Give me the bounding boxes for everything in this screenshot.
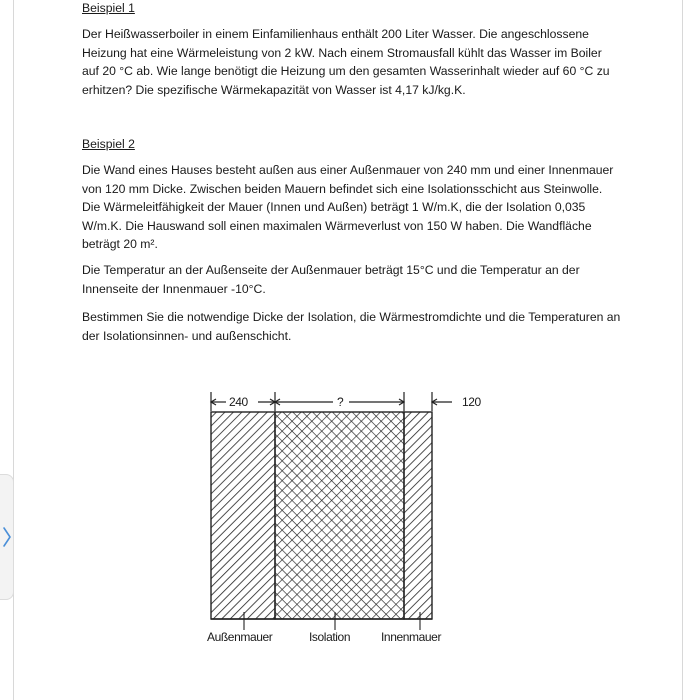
label-inner-wall: Innenmauer bbox=[381, 630, 442, 644]
dimension-insulation: ? bbox=[337, 395, 344, 409]
insulation-layer bbox=[275, 412, 404, 619]
beispiel-2-paragraph-2: Die Temperatur an der Außenseite der Außenmauer beträgt 15°C und die Temperatur an der Innenseite der Innenmauer -10°C. bbox=[82, 263, 580, 296]
dimension-inner-wall: 120 bbox=[462, 395, 481, 409]
label-outer-wall: Außenmauer bbox=[207, 630, 273, 644]
beispiel-2-title: Beispiel 2 bbox=[82, 137, 135, 151]
dimension-outer-wall: 240 bbox=[229, 395, 248, 409]
outer-wall-layer bbox=[211, 412, 275, 619]
beispiel-1-title: Beispiel 1 bbox=[82, 1, 135, 15]
beispiel-2-paragraph-3: Bestimmen Sie die notwendige Dicke der Isolation, die Wärmestromdichte und die Temperaturen an der Isolationsinnen- und außenschicht. bbox=[82, 310, 621, 343]
inner-wall-layer bbox=[404, 412, 432, 619]
beispiel-2-paragraph-1: Die Wand eines Hauses besteht außen aus einer Außenmauer von 240 mm und einer Innenmauer von 120 mm Dicke. Zwischen beiden Mauern befindet sich eine Isolationsschicht aus Steinwolle. Die Wärmeleitfähigkeit der Mauer (Innen und Außen) beträgt 1 W/m.K, die der Isolation 0,035 W/m.K. Die Hauswand soll einen maximalen Wärmeverlust von 150 W haben. Die Wandfläche beträgt 20 m². bbox=[82, 163, 614, 252]
label-insulation: Isolation bbox=[309, 630, 351, 644]
beispiel-1-text: Der Heißwasserboiler in einem Einfamilienhaus enthält 200 Liter Wasser. Die angeschlossene Heizung hat eine Wärmeleistung von 2 kW. Nach einem Stromausfall kühlt das Wasser im Boiler auf 20 °C ab. Wie lange benötigt die Heizung um den gesamten Wasserinhalt wieder auf 60 °C zu erhitzen? Die spezifische Wärmekapazität von Wasser ist 4,17 kJ/kg.K. bbox=[82, 27, 610, 97]
